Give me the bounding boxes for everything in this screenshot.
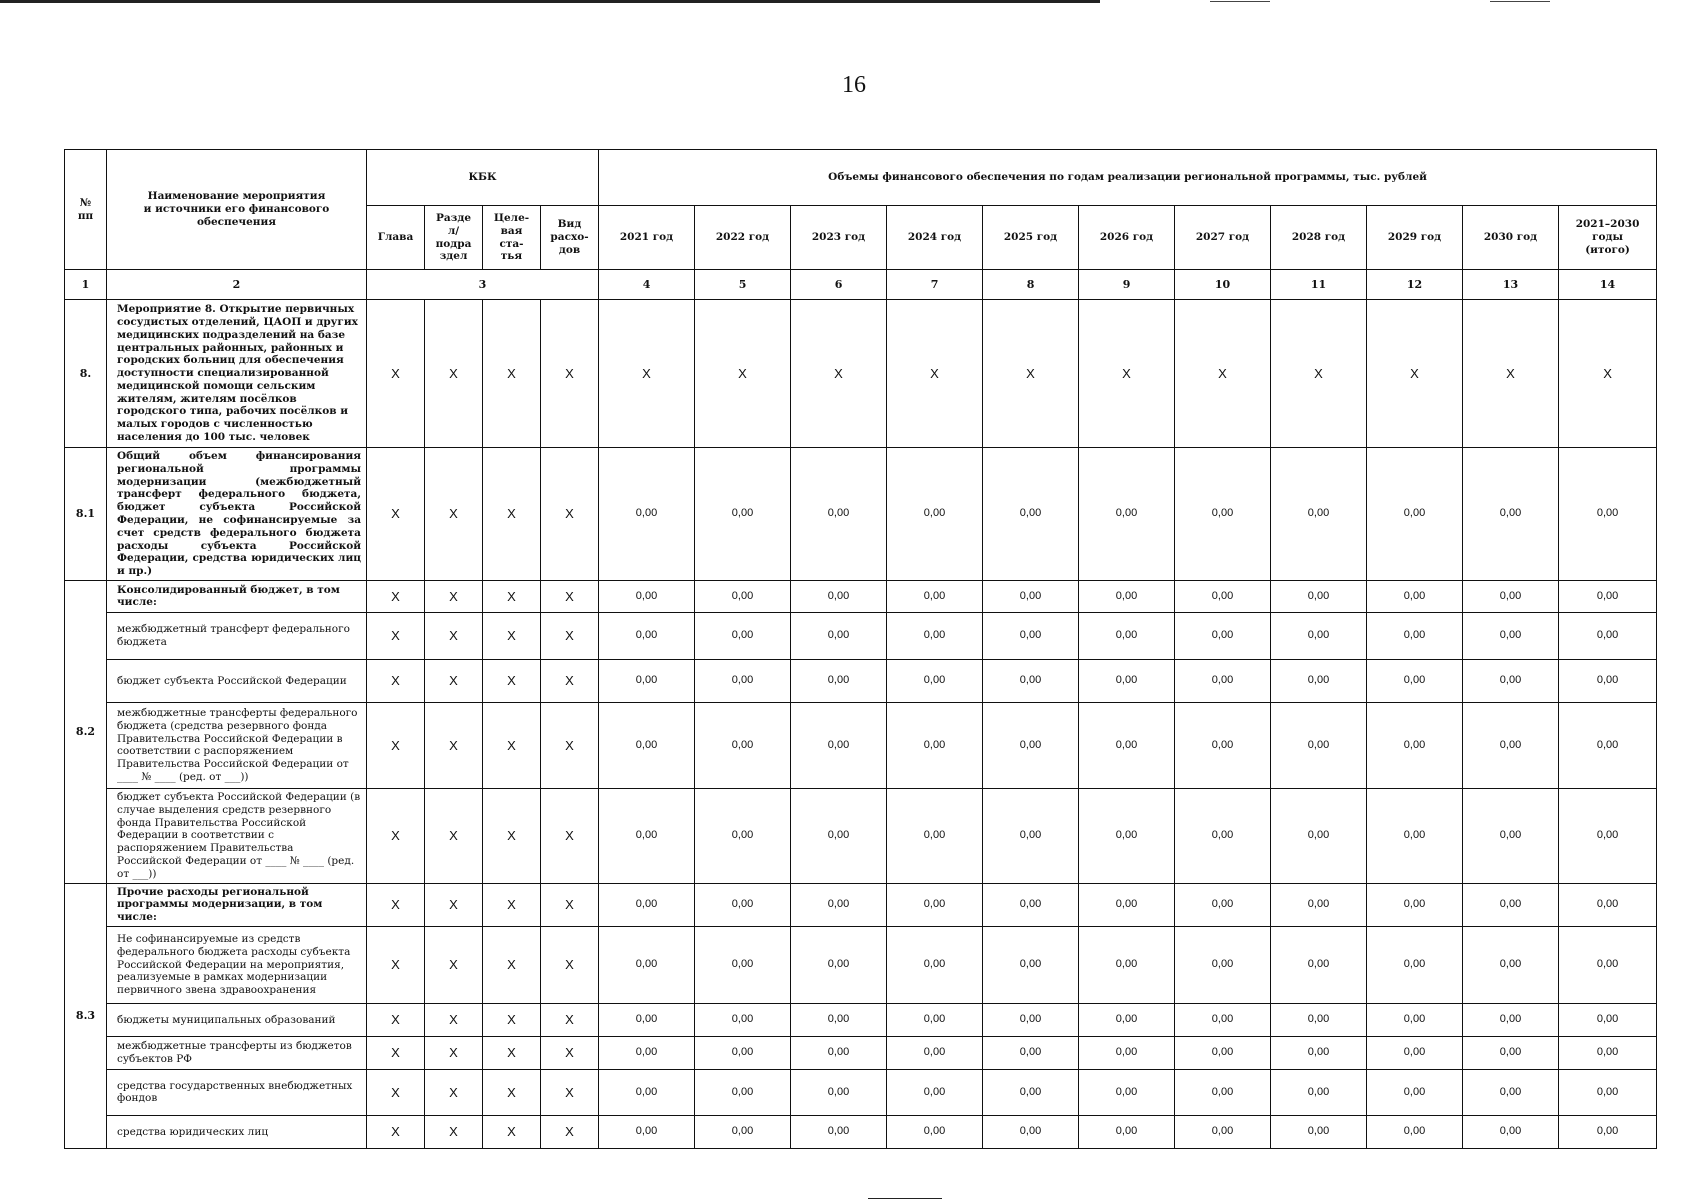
- kbk-cell: X: [425, 612, 483, 659]
- kbk-cell: X: [367, 1115, 425, 1148]
- footer-line: [868, 1198, 942, 1199]
- year-value-cell: 0,00: [1079, 1115, 1175, 1148]
- year-value-cell: 0,00: [983, 1036, 1079, 1069]
- kbk-cell: X: [483, 659, 541, 702]
- year-value-cell: 0,00: [1271, 1115, 1367, 1148]
- year-value-cell: 0,00: [1079, 1036, 1175, 1069]
- year-value-cell: 0,00: [983, 448, 1079, 581]
- row-name: Общий объем финансирования региональной программы модернизации (межбюджетный трансферт федерального бюджета, бюджет субъекта Российской Федерации, не софинансируемые за счет средств федерального бюджета расходы субъекта Российской Федерации, средства юридических лиц и пр.): [107, 448, 367, 581]
- year-value-cell: 0,00: [599, 612, 695, 659]
- table-row: [65, 659, 1657, 702]
- year-value-cell: X: [887, 300, 983, 448]
- header-kbk-col: Глава: [367, 206, 425, 270]
- year-value-cell: X: [695, 300, 791, 448]
- year-value-cell: 0,00: [887, 1069, 983, 1115]
- year-value-cell: 0,00: [599, 702, 695, 788]
- year-value-cell: 0,00: [1175, 1115, 1271, 1148]
- kbk-cell: X: [483, 448, 541, 581]
- kbk-cell: X: [483, 1069, 541, 1115]
- year-value-cell: 0,00: [791, 1069, 887, 1115]
- col-number: 9: [1079, 270, 1175, 300]
- table-row: [65, 1003, 1657, 1036]
- year-value-cell: 0,00: [983, 883, 1079, 926]
- kbk-cell: X: [541, 300, 599, 448]
- row-name: межбюджетные трансферты из бюджетов субъектов РФ: [107, 1036, 367, 1069]
- kbk-cell: X: [367, 788, 425, 883]
- year-value-cell: 0,00: [1271, 580, 1367, 612]
- kbk-cell: X: [367, 659, 425, 702]
- kbk-cell: X: [367, 883, 425, 926]
- header-year: 2028 год: [1271, 206, 1367, 270]
- row-number: 8.2: [65, 580, 107, 883]
- kbk-cell: X: [367, 612, 425, 659]
- year-value-cell: 0,00: [695, 788, 791, 883]
- kbk-cell: X: [541, 1069, 599, 1115]
- year-value-cell: 0,00: [1271, 702, 1367, 788]
- kbk-cell: X: [541, 1003, 599, 1036]
- col-number: 13: [1463, 270, 1559, 300]
- year-value-cell: 0,00: [1463, 1069, 1559, 1115]
- header-year: 2023 год: [791, 206, 887, 270]
- year-value-cell: 0,00: [1175, 788, 1271, 883]
- kbk-cell: X: [483, 926, 541, 1003]
- kbk-cell: X: [367, 926, 425, 1003]
- year-value-cell: 0,00: [1271, 612, 1367, 659]
- year-value-cell: 0,00: [1271, 448, 1367, 581]
- kbk-cell: X: [425, 448, 483, 581]
- year-value-cell: 0,00: [1175, 580, 1271, 612]
- col-number: 4: [599, 270, 695, 300]
- year-value-cell: 0,00: [1079, 659, 1175, 702]
- table-row: [65, 1036, 1657, 1069]
- table-row: [65, 1069, 1657, 1115]
- year-value-cell: 0,00: [1367, 580, 1463, 612]
- year-value-cell: 0,00: [791, 612, 887, 659]
- year-value-cell: 0,00: [599, 1069, 695, 1115]
- kbk-cell: X: [483, 788, 541, 883]
- col-number: 8: [983, 270, 1079, 300]
- column-number-row: [65, 270, 1657, 300]
- year-value-cell: 0,00: [887, 659, 983, 702]
- year-value-cell: 0,00: [1079, 926, 1175, 1003]
- total-cell: 0,00: [1559, 702, 1657, 788]
- year-value-cell: 0,00: [983, 702, 1079, 788]
- col-number: 2: [107, 270, 367, 300]
- year-value-cell: 0,00: [695, 883, 791, 926]
- row-name: средства юридических лиц: [107, 1115, 367, 1148]
- year-value-cell: X: [983, 300, 1079, 448]
- kbk-cell: X: [425, 580, 483, 612]
- year-value-cell: 0,00: [983, 788, 1079, 883]
- year-value-cell: 0,00: [983, 1003, 1079, 1036]
- kbk-cell: X: [541, 883, 599, 926]
- header-kbk-col: Вид расхо- дов: [541, 206, 599, 270]
- year-value-cell: 0,00: [1271, 1036, 1367, 1069]
- year-value-cell: 0,00: [1175, 1036, 1271, 1069]
- year-value-cell: 0,00: [599, 659, 695, 702]
- kbk-cell: X: [541, 659, 599, 702]
- row-name: межбюджетный трансферт федерального бюджета: [107, 612, 367, 659]
- year-value-cell: 0,00: [887, 580, 983, 612]
- table-row: [65, 448, 1657, 581]
- row-number: 8.: [65, 300, 107, 448]
- year-value-cell: 0,00: [599, 1036, 695, 1069]
- year-value-cell: X: [1175, 300, 1271, 448]
- year-value-cell: 0,00: [1175, 612, 1271, 659]
- total-cell: 0,00: [1559, 1003, 1657, 1036]
- kbk-cell: X: [483, 612, 541, 659]
- year-value-cell: 0,00: [695, 1115, 791, 1148]
- year-value-cell: 0,00: [1175, 883, 1271, 926]
- top-mark-line: [1490, 1, 1550, 2]
- total-cell: 0,00: [1559, 926, 1657, 1003]
- year-value-cell: 0,00: [695, 702, 791, 788]
- year-value-cell: 0,00: [1079, 788, 1175, 883]
- total-cell: 0,00: [1559, 883, 1657, 926]
- year-value-cell: 0,00: [791, 659, 887, 702]
- header-year: 2025 год: [983, 206, 1079, 270]
- total-cell: X: [1559, 300, 1657, 448]
- table-row: [65, 612, 1657, 659]
- header-kbk-col: Разде л/ подра здел: [425, 206, 483, 270]
- kbk-cell: X: [541, 1115, 599, 1148]
- col-number: 10: [1175, 270, 1271, 300]
- kbk-cell: X: [367, 1003, 425, 1036]
- year-value-cell: X: [791, 300, 887, 448]
- row-name: средства государственных внебюджетных фондов: [107, 1069, 367, 1115]
- year-value-cell: 0,00: [887, 612, 983, 659]
- year-value-cell: 0,00: [695, 612, 791, 659]
- kbk-cell: X: [367, 702, 425, 788]
- header-year: 2026 год: [1079, 206, 1175, 270]
- header-num: № пп: [65, 150, 107, 270]
- kbk-cell: X: [541, 702, 599, 788]
- year-value-cell: 0,00: [695, 448, 791, 581]
- year-value-cell: 0,00: [1367, 1115, 1463, 1148]
- year-value-cell: 0,00: [1367, 926, 1463, 1003]
- year-value-cell: 0,00: [1463, 659, 1559, 702]
- row-name: бюджеты муниципальных образований: [107, 1003, 367, 1036]
- kbk-cell: X: [425, 659, 483, 702]
- total-cell: 0,00: [1559, 1069, 1657, 1115]
- year-value-cell: 0,00: [1367, 659, 1463, 702]
- row-name: бюджет субъекта Российской Федерации (в случае выделения средств резервного фонда Правительства Российской Федерации в соответствии с распоряжением Правительства Российской Федерации от ____ № ____ (ред. от ___)): [107, 788, 367, 883]
- year-value-cell: 0,00: [599, 448, 695, 581]
- year-value-cell: 0,00: [791, 788, 887, 883]
- kbk-cell: X: [483, 1003, 541, 1036]
- row-name: Не софинансируемые из средств федерального бюджета расходы субъекта Российской Федерации на мероприятия, реализуемые в рамках модернизации первичного звена здравоохранения: [107, 926, 367, 1003]
- total-cell: 0,00: [1559, 659, 1657, 702]
- year-value-cell: 0,00: [1175, 1003, 1271, 1036]
- kbk-cell: X: [367, 300, 425, 448]
- col-number: 7: [887, 270, 983, 300]
- kbk-cell: X: [425, 300, 483, 448]
- col-number: 11: [1271, 270, 1367, 300]
- year-value-cell: 0,00: [1367, 448, 1463, 581]
- year-value-cell: 0,00: [791, 1003, 887, 1036]
- year-value-cell: 0,00: [1175, 448, 1271, 581]
- year-value-cell: 0,00: [1367, 1003, 1463, 1036]
- row-name: межбюджетные трансферты федерального бюджета (средства резервного фонда Правительства Российской Федерации в соответствии с распоряжением Правительства Российской Федерации от ____ № ____ (ред. от ___)): [107, 702, 367, 788]
- kbk-cell: X: [541, 448, 599, 581]
- year-value-cell: 0,00: [887, 1115, 983, 1148]
- col-number: 3: [367, 270, 599, 300]
- year-value-cell: 0,00: [791, 883, 887, 926]
- year-value-cell: 0,00: [695, 1069, 791, 1115]
- year-value-cell: 0,00: [1175, 926, 1271, 1003]
- kbk-cell: X: [425, 1003, 483, 1036]
- col-number: 6: [791, 270, 887, 300]
- header-year: 2029 год: [1367, 206, 1463, 270]
- kbk-cell: X: [541, 1036, 599, 1069]
- year-value-cell: 0,00: [1271, 788, 1367, 883]
- year-value-cell: 0,00: [599, 1003, 695, 1036]
- year-value-cell: 0,00: [1271, 659, 1367, 702]
- col-number: 5: [695, 270, 791, 300]
- year-value-cell: 0,00: [1079, 612, 1175, 659]
- year-value-cell: X: [1079, 300, 1175, 448]
- kbk-cell: X: [483, 580, 541, 612]
- kbk-cell: X: [367, 1069, 425, 1115]
- col-number: 14: [1559, 270, 1657, 300]
- year-value-cell: 0,00: [1079, 1003, 1175, 1036]
- total-cell: 0,00: [1559, 580, 1657, 612]
- table-row: [65, 883, 1657, 926]
- year-value-cell: 0,00: [983, 612, 1079, 659]
- year-value-cell: 0,00: [599, 883, 695, 926]
- year-value-cell: 0,00: [791, 448, 887, 581]
- year-value-cell: 0,00: [887, 702, 983, 788]
- kbk-cell: X: [425, 788, 483, 883]
- year-value-cell: 0,00: [695, 1003, 791, 1036]
- header-name: Наименование мероприятия и источники его финансового обеспечения: [107, 150, 367, 270]
- row-name: Консолидированный бюджет, в том числе:: [107, 580, 367, 612]
- year-value-cell: 0,00: [983, 1115, 1079, 1148]
- top-border-line: [0, 0, 1100, 3]
- year-value-cell: 0,00: [887, 926, 983, 1003]
- kbk-cell: X: [367, 580, 425, 612]
- col-number: 1: [65, 270, 107, 300]
- top-mark-line: [1210, 1, 1270, 2]
- year-value-cell: 0,00: [599, 788, 695, 883]
- col-number: 12: [1367, 270, 1463, 300]
- year-value-cell: 0,00: [1079, 580, 1175, 612]
- kbk-cell: X: [483, 883, 541, 926]
- header-year: 2030 год: [1463, 206, 1559, 270]
- table-row: [65, 702, 1657, 788]
- year-value-cell: X: [1367, 300, 1463, 448]
- kbk-cell: X: [425, 1115, 483, 1148]
- year-value-cell: 0,00: [1367, 1069, 1463, 1115]
- kbk-cell: X: [425, 1036, 483, 1069]
- year-value-cell: 0,00: [1079, 702, 1175, 788]
- year-value-cell: 0,00: [1463, 1003, 1559, 1036]
- kbk-cell: X: [483, 1115, 541, 1148]
- row-number: 8.1: [65, 448, 107, 581]
- year-value-cell: 0,00: [1367, 883, 1463, 926]
- header-kbk-col: Целе- вая ста- тья: [483, 206, 541, 270]
- year-value-cell: 0,00: [887, 1036, 983, 1069]
- year-value-cell: 0,00: [695, 580, 791, 612]
- year-value-cell: X: [599, 300, 695, 448]
- kbk-cell: X: [541, 580, 599, 612]
- year-value-cell: 0,00: [791, 926, 887, 1003]
- year-value-cell: 0,00: [1367, 1036, 1463, 1069]
- year-value-cell: 0,00: [1463, 612, 1559, 659]
- year-value-cell: 0,00: [1079, 1069, 1175, 1115]
- year-value-cell: 0,00: [1079, 883, 1175, 926]
- year-value-cell: 0,00: [887, 1003, 983, 1036]
- header-year: 2024 год: [887, 206, 983, 270]
- year-value-cell: 0,00: [1463, 788, 1559, 883]
- year-value-cell: 0,00: [1271, 1069, 1367, 1115]
- year-value-cell: 0,00: [1367, 702, 1463, 788]
- total-cell: 0,00: [1559, 1115, 1657, 1148]
- kbk-cell: X: [483, 702, 541, 788]
- total-cell: 0,00: [1559, 1036, 1657, 1069]
- kbk-cell: X: [541, 788, 599, 883]
- year-value-cell: 0,00: [1079, 448, 1175, 581]
- year-value-cell: 0,00: [1175, 702, 1271, 788]
- row-name: бюджет субъекта Российской Федерации: [107, 659, 367, 702]
- header-year: 2021 год: [599, 206, 695, 270]
- year-value-cell: 0,00: [983, 659, 1079, 702]
- year-value-cell: 0,00: [983, 1069, 1079, 1115]
- year-value-cell: 0,00: [1271, 883, 1367, 926]
- year-value-cell: 0,00: [1175, 1069, 1271, 1115]
- year-value-cell: 0,00: [695, 659, 791, 702]
- year-value-cell: 0,00: [1175, 659, 1271, 702]
- kbk-cell: X: [541, 612, 599, 659]
- year-value-cell: 0,00: [599, 1115, 695, 1148]
- kbk-cell: X: [425, 926, 483, 1003]
- year-value-cell: 0,00: [1463, 702, 1559, 788]
- table-row: [65, 1115, 1657, 1148]
- header-year: 2027 год: [1175, 206, 1271, 270]
- year-value-cell: 0,00: [791, 580, 887, 612]
- year-value-cell: 0,00: [695, 1036, 791, 1069]
- year-value-cell: 0,00: [1367, 612, 1463, 659]
- row-name: Мероприятие 8. Открытие первичных сосудистых отделений, ЦАОП и других медицинских подразделений на базе центральных районных, районных и городских больниц для обеспечения доступности специализированной медицинской помощи сельским жителям, жителям посёлков городского типа, рабочих посёлков и малых городов с численностью населения до 100 тыс. человек: [107, 300, 367, 448]
- year-value-cell: X: [1463, 300, 1559, 448]
- total-cell: 0,00: [1559, 788, 1657, 883]
- header-volumes: Объемы финансового обеспечения по годам реализации региональной программы, тыс. рублей: [599, 150, 1657, 206]
- kbk-cell: X: [367, 1036, 425, 1069]
- year-value-cell: 0,00: [1271, 1003, 1367, 1036]
- header-year-total: 2021–2030 годы (итого): [1559, 206, 1657, 270]
- year-value-cell: 0,00: [887, 448, 983, 581]
- table-row: [65, 300, 1657, 448]
- year-value-cell: 0,00: [599, 926, 695, 1003]
- year-value-cell: 0,00: [887, 883, 983, 926]
- total-cell: 0,00: [1559, 448, 1657, 581]
- kbk-cell: X: [425, 702, 483, 788]
- kbk-cell: X: [367, 448, 425, 581]
- year-value-cell: 0,00: [983, 926, 1079, 1003]
- kbk-cell: X: [483, 300, 541, 448]
- table-row: [65, 580, 1657, 612]
- table-row: [65, 926, 1657, 1003]
- year-value-cell: 0,00: [1463, 580, 1559, 612]
- row-number: 8.3: [65, 883, 107, 1148]
- year-value-cell: 0,00: [791, 1036, 887, 1069]
- kbk-cell: X: [425, 883, 483, 926]
- year-value-cell: 0,00: [1463, 883, 1559, 926]
- total-cell: 0,00: [1559, 612, 1657, 659]
- year-value-cell: X: [1271, 300, 1367, 448]
- year-value-cell: 0,00: [983, 580, 1079, 612]
- kbk-cell: X: [541, 926, 599, 1003]
- table-row: [65, 788, 1657, 883]
- year-value-cell: 0,00: [791, 702, 887, 788]
- year-value-cell: 0,00: [791, 1115, 887, 1148]
- header-kbk: КБК: [367, 150, 599, 206]
- row-name: Прочие расходы региональной программы модернизации, в том числе:: [107, 883, 367, 926]
- kbk-cell: X: [483, 1036, 541, 1069]
- year-value-cell: 0,00: [695, 926, 791, 1003]
- year-value-cell: 0,00: [887, 788, 983, 883]
- year-value-cell: 0,00: [599, 580, 695, 612]
- year-value-cell: 0,00: [1463, 1115, 1559, 1148]
- year-value-cell: 0,00: [1463, 1036, 1559, 1069]
- financing-table: [64, 149, 1657, 1149]
- year-value-cell: 0,00: [1463, 926, 1559, 1003]
- year-value-cell: 0,00: [1271, 926, 1367, 1003]
- header-year: 2022 год: [695, 206, 791, 270]
- kbk-cell: X: [425, 1069, 483, 1115]
- year-value-cell: 0,00: [1463, 448, 1559, 581]
- page-number: 16: [842, 72, 866, 98]
- year-value-cell: 0,00: [1367, 788, 1463, 883]
